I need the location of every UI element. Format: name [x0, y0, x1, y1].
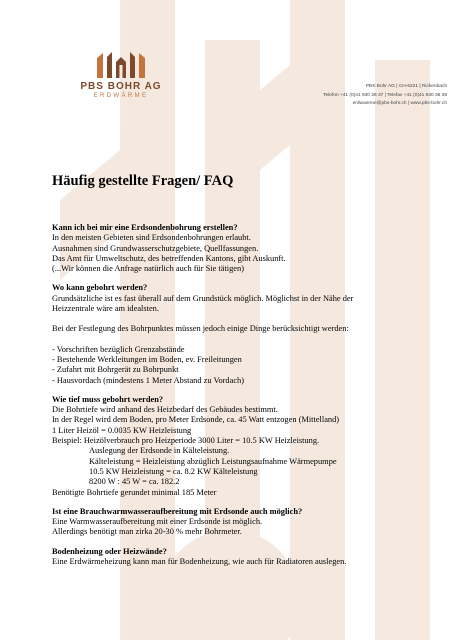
- faq-item: [52, 547, 452, 568]
- faq-bullet: - Bestehende Werkleitungen im Boden, ev. Freileitungen: [52, 354, 242, 364]
- faq-question: Wo kann gebohrt werden?: [52, 283, 148, 293]
- logo-mark-icon: [91, 48, 151, 80]
- faq-bullet: - Vorschriften bezüglich Grenzabstände: [52, 344, 185, 354]
- faq-calc-line: 8200 W : 45 W = ca. 182.2: [89, 477, 180, 487]
- faq-answer-line: Allerdings benötigt man zirka 20-30 % mehr Bohrmeter.: [52, 527, 242, 537]
- faq-answer-line: Eine Erdwärmeheizung kann man für Bodenheizung, wie auch für Radiatoren auslegen.: [52, 557, 347, 567]
- brand-name: PBS BOHR AG: [80, 81, 162, 92]
- faq-item: [52, 223, 452, 274]
- faq-calc-line: Kälteleistung = Heizleistung abzüglich Leistungsaufnahme Wärmepumpe: [89, 456, 337, 466]
- faq-content: [52, 223, 452, 576]
- faq-item: [52, 283, 452, 385]
- faq-answer-line: In den meisten Gebieten sind Erdsondenbohrungen erlaubt.: [52, 233, 251, 243]
- contact-block: [323, 83, 447, 109]
- contact-address: PBS Bohr AG | CH-6221 | Rickenbach: [365, 84, 447, 89]
- faq-answer-line: Die Bohrtiefe wird anhand des Heizbedarf des Gebäudes bestimmt.: [52, 405, 278, 415]
- faq-calc-line: Auslegung der Erdsonde in Kälteleistung.: [89, 446, 230, 456]
- contact-phone: Telefon +41 (0)41 930 36 37 | Telefax +41 (0)41 930 36 38: [323, 92, 447, 98]
- faq-bullet: - Zufahrt mit Bohrgerät zu Bohrpunkt: [52, 365, 179, 375]
- faq-answer-line: Heizzentrale wäre am idealsten.: [52, 304, 159, 314]
- faq-answer-line: Eine Warmwasseraufbereitung mit einer Erdsonde ist möglich.: [52, 517, 263, 527]
- faq-answer-line: Das Amt für Umweltschutz, des betreffenden Kantons, gibt Auskunft.: [52, 253, 286, 263]
- faq-answer-line: In der Regel wird dem Boden, pro Meter Erdsonde, ca. 45 Watt entzogen (Mittelland): [52, 415, 340, 425]
- faq-item: [52, 507, 452, 538]
- faq-answer-line: Grundsätzliche ist es fast überall auf dem Grundstück möglich. Möglichst in der Nähe der: [52, 293, 354, 303]
- faq-bullet: - Hausvordach (mindestens 1 Meter Abstand zu Vordach): [52, 375, 245, 385]
- faq-answer-line: 1 Liter Heizöl = 0.0035 KW Heizleistung: [52, 425, 192, 435]
- faq-question: Kann ich bei mir eine Erdsondenbohrung erstellen?: [52, 223, 238, 232]
- faq-answer-line: (...Wir können die Anfrage natürlich auch für Sie tätigen): [52, 264, 244, 274]
- company-logo: [74, 48, 168, 99]
- page-title: Häufig gestellte Fragen/ FAQ: [52, 173, 234, 189]
- contact-email-web: erdwaerme@pbs-bohr.ch | www.pbs-bohr.ch: [352, 101, 447, 106]
- faq-answer-line: Beispiel: Heizölverbrauch pro Heizperiode 3000 Liter = 10.5 KW Heizleistung.: [52, 436, 320, 446]
- faq-question: Ist eine Brauchwarmwasseraufbereitung mit Erdsonde auch möglich?: [52, 506, 303, 516]
- brand-subtitle: ERDWÄRME: [93, 93, 149, 99]
- faq-question: Wie tief muss gebohrt werden?: [52, 394, 164, 404]
- faq-item: [52, 395, 452, 498]
- faq-calc-line: 10.5 KW Heizleistung = ca. 8.2 KW Kälteleistung: [89, 466, 258, 476]
- faq-answer-line: Bei der Festlegung des Bohrpunktes müssen jedoch einige Dinge berücksichtigt werden:: [52, 324, 349, 334]
- faq-question: Bodenheizung oder Heizwände?: [52, 546, 167, 556]
- faq-answer-line: Benötigte Bohrtiefe gerundet minimal 185 Meter: [52, 487, 217, 497]
- faq-answer-line: Ausnahmen sind Grundwasserschutzgebiete, Quellfassungen.: [52, 243, 259, 253]
